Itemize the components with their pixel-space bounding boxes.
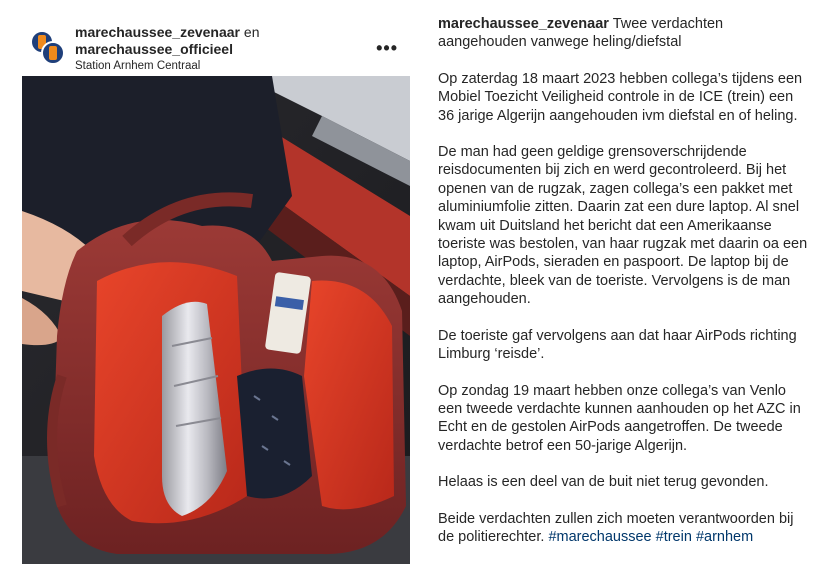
post-header-text	[75, 24, 365, 72]
caption-paragraph: De man had geen geldige grensoverschrijdende reisdocumenten bij zich en werd gecontroleerd. Bij het openen van de rugzak, zagen collega’s een pakket met aluminiumfolie zitten. Daarin zat een dure laptop. Al snel kwam uit Duitsland het bericht dat een Amerikaanse toeriste was bestolen, van haar rugzak met daarin oa een laptop, AirPods, sieraden en paspoort. De laptop bij de verdachte, bleek van de toeriste. Vervolgens is de man aangehouden.	[438, 144, 808, 308]
avatar[interactable]	[41, 41, 65, 65]
post-header	[22, 18, 410, 76]
caption-paragraph: De toeriste gaf vervolgens aan dat haar AirPods richting Limburg ‘reisde’.	[438, 327, 797, 363]
accounts-connector: en	[243, 24, 260, 40]
post-caption	[438, 15, 810, 546]
caption-paragraph: Op zaterdag 18 maart 2023 hebben collega’s tijdens een Mobiel Toezicht Veiligheid controle in de ICE (trein) een 36 jarige Algerijn aangehouden ivm diefstal en of heling.	[438, 70, 803, 124]
post-photo[interactable]	[22, 76, 410, 564]
post-location[interactable]: Station Arnhem Centraal	[75, 60, 201, 72]
post-accounts	[75, 24, 365, 58]
caption-heading	[438, 15, 810, 52]
caption-paragraph: Op zondag 19 maart hebben onze collega’s van Venlo een tweede verdachte kunnen aanhouden op het AZC in Echt en de gestolen AirPods aangetroffen. De tweede verdachte betrof een 50-jarige Algerijn.	[438, 382, 801, 454]
caption-username[interactable]: marechaussee_zevenaar	[438, 16, 609, 32]
hashtag-link[interactable]: #trein	[655, 528, 692, 545]
backpack-photo-illustration	[22, 76, 410, 564]
collab-avatars[interactable]	[30, 30, 66, 66]
hashtag-link[interactable]: #marechaussee	[548, 528, 652, 545]
caption-paragraph: Beide verdachten zullen zich moeten verantwoorden bij de politierechter.	[438, 510, 794, 545]
caption-paragraph-final	[438, 510, 810, 547]
caption-title: Twee verdachten aangehouden vanwege heling/diefstal	[438, 16, 724, 51]
more-options-icon[interactable]: •••	[376, 38, 398, 58]
post-card	[22, 18, 410, 564]
caption-paragraph: Helaas is een deel van de buit niet terug gevonden.	[438, 474, 769, 491]
account-link-zevenaar[interactable]: marechaussee_zevenaar	[75, 24, 241, 40]
account-link-officieel[interactable]: marechaussee_officieel	[75, 41, 233, 57]
hashtag-link[interactable]: #arnhem	[695, 528, 754, 545]
